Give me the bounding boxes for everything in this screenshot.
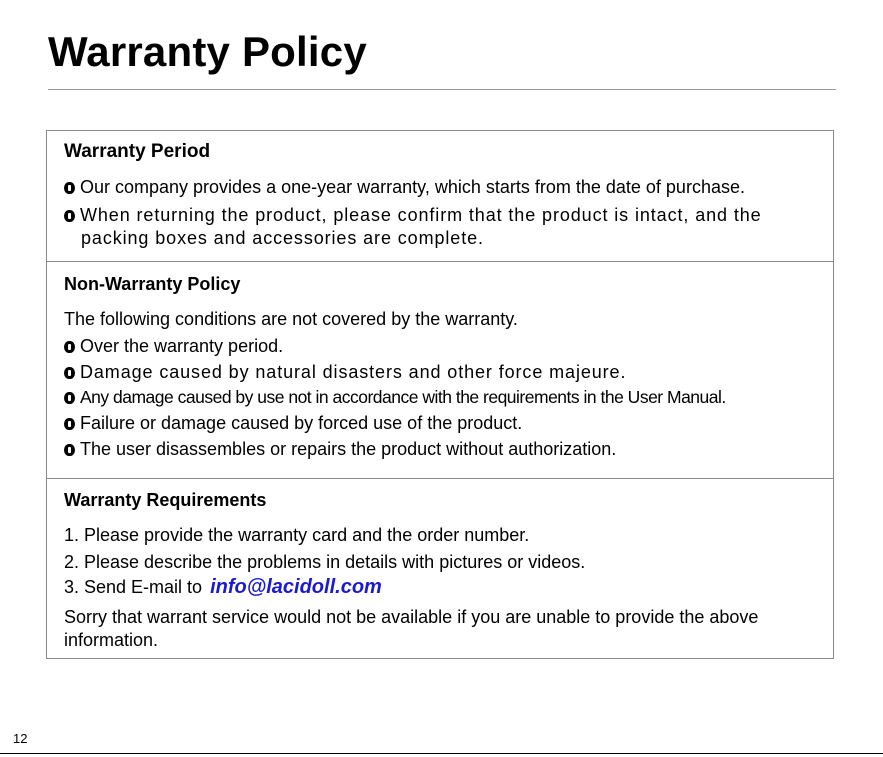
bullet-icon bbox=[64, 392, 75, 404]
non-warranty-heading: Non-Warranty Policy bbox=[64, 274, 241, 294]
list-item: 3. Send E-mail to info@lacidoll.com bbox=[64, 576, 382, 598]
warranty-box bbox=[46, 130, 834, 659]
warranty-period-heading: Warranty Period bbox=[64, 141, 211, 162]
list-item: 2. Please describe the problems in details with pictures or videos. bbox=[64, 552, 586, 572]
list-item: Failure or damage caused by forced use of the product. bbox=[64, 412, 522, 434]
bullet-icon bbox=[64, 182, 75, 194]
bullet-icon bbox=[64, 367, 75, 379]
bullet-icon bbox=[64, 444, 75, 456]
warranty-requirements-section bbox=[47, 478, 833, 658]
requirements-note: Sorry that warrant service would not be available if you are unable to provide the above bbox=[64, 607, 759, 627]
footer-divider bbox=[0, 753, 883, 754]
bullet-icon bbox=[64, 210, 75, 222]
page-title: Warranty Policy bbox=[48, 28, 367, 75]
warranty-period-section bbox=[47, 131, 833, 261]
email-link[interactable]: info@lacidoll.com bbox=[210, 576, 382, 598]
list-item: Damage caused by natural disasters and other force majeure. bbox=[64, 361, 626, 383]
requirements-note-continuation: information. bbox=[64, 630, 159, 650]
list-item: Any damage caused by use not in accordance with the requirements in the User Manual. bbox=[64, 386, 726, 408]
warranty-requirements-heading: Warranty Requirements bbox=[64, 490, 267, 510]
list-item-continuation: packing boxes and accessories are complete. bbox=[81, 228, 484, 248]
list-item: Our company provides a one-year warranty, which starts from the date of purchase. bbox=[64, 176, 745, 198]
list-item: When returning the product, please confirm that the product is intact, and the bbox=[64, 204, 762, 226]
title-divider bbox=[48, 89, 836, 90]
list-item: The user disassembles or repairs the product without authorization. bbox=[64, 438, 616, 460]
list-item: 1. Please provide the warranty card and the order number. bbox=[64, 525, 530, 545]
bullet-icon bbox=[64, 418, 75, 430]
page-number: 12 bbox=[13, 731, 28, 746]
non-warranty-section bbox=[47, 261, 833, 478]
non-warranty-intro: The following conditions are not covered by the warranty. bbox=[64, 309, 518, 329]
bullet-icon bbox=[64, 341, 75, 353]
list-item: Over the warranty period. bbox=[64, 335, 283, 357]
